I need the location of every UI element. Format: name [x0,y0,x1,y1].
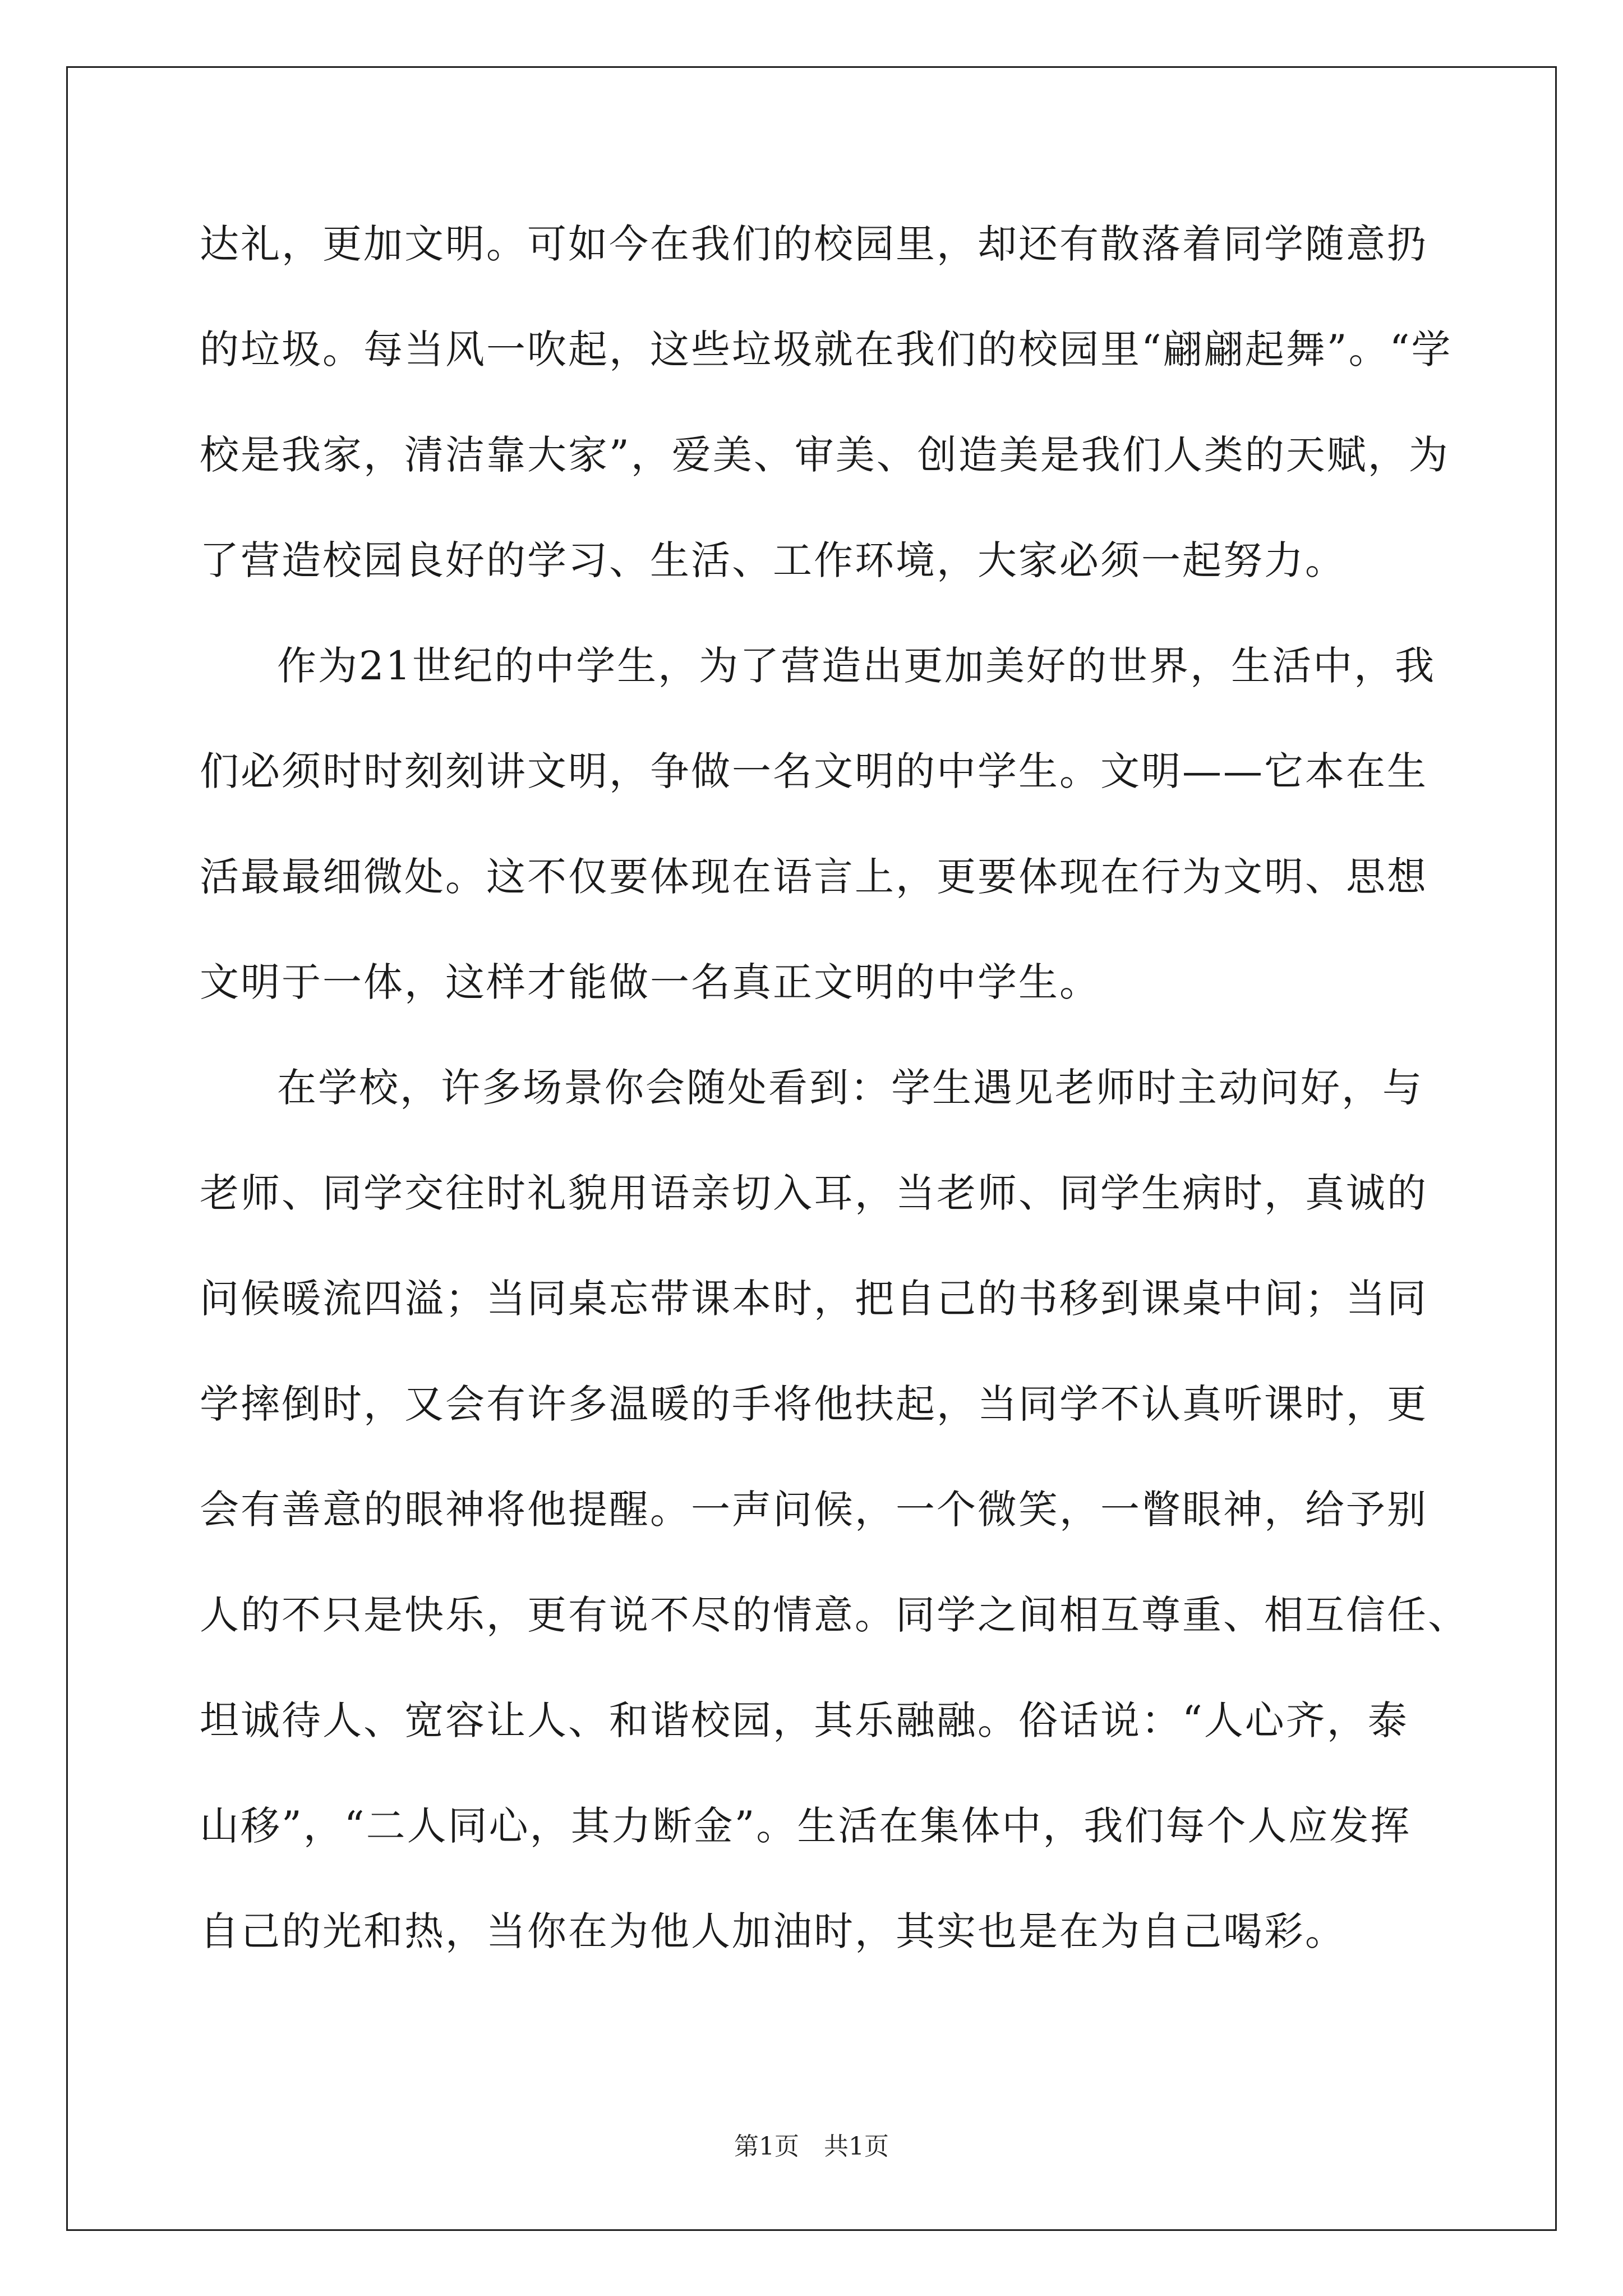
paragraph-1-line-4: 了营造校园良好的学习、生活、工作环境，大家必须一起努力。 [200,537,1346,583]
paragraph-1-line-2: 的垃圾。每当风一吹起，这些垃圾就在我们的校园里“翩翩起舞”。“学 [200,326,1453,372]
paragraph-3-line-7: 坦诚待人、宽容让人、和谐校园，其乐融融。俗话说：“人心齐，泰 [200,1697,1409,1743]
paragraph-1-line-3: 校是我家，清洁靠大家”，爱美、审美、创造美是我们人类的天赋，为 [200,432,1450,478]
paragraph-3-line-3: 问候暖流四溢；当同桌忘带课本时，把自己的书移到课桌中间；当同 [200,1276,1428,1322]
paragraph-3-line-6: 人的不只是快乐，更有说不尽的情意。同学之间相互尊重、相互信任、 [200,1592,1469,1638]
page-number-footer: 第1页 共1页 [734,2132,889,2161]
paragraph-2-line-3: 活最最细微处。这不仅要体现在语言上，更要体现在行为文明、思想 [200,854,1428,900]
paragraph-2-line-2: 们必须时时刻刻讲文明，争做一名文明的中学生。文明——它本在生 [200,748,1428,794]
paragraph-3-line-9: 自己的光和热，当你在为他人加油时，其实也是在为自己喝彩。 [200,1908,1346,1954]
paragraph-3-line-4: 学摔倒时，又会有许多温暖的手将他扶起，当同学不认真听课时，更 [200,1381,1428,1427]
paragraph-1-line-1: 达礼，更加文明。可如今在我们的校园里，却还有散落着同学随意扔 [200,221,1428,267]
paragraph-3-line-5: 会有善意的眼神将他提醒。一声问候，一个微笑，一瞥眼神，给予别 [200,1487,1428,1533]
paragraph-3-line-2: 老师、同学交往时礼貌用语亲切入耳，当老师、同学生病时，真诚的 [200,1170,1428,1216]
document-body [200,210,1469,2003]
paragraph-2-line-4: 文明于一体，这样才能做一名真正文明的中学生。 [200,959,1100,1005]
paragraph-3-line-8: 山移”，“二人同心，其力断金”。生活在集体中，我们每个人应发挥 [200,1803,1412,1849]
paragraph-3-line-1: 在学校，许多场景你会随处看到：学生遇见老师时主动问好，与 [277,1065,1423,1111]
paragraph-2-line-1: 作为21世纪的中学生，为了营造出更加美好的世界，生活中，我 [277,643,1436,689]
